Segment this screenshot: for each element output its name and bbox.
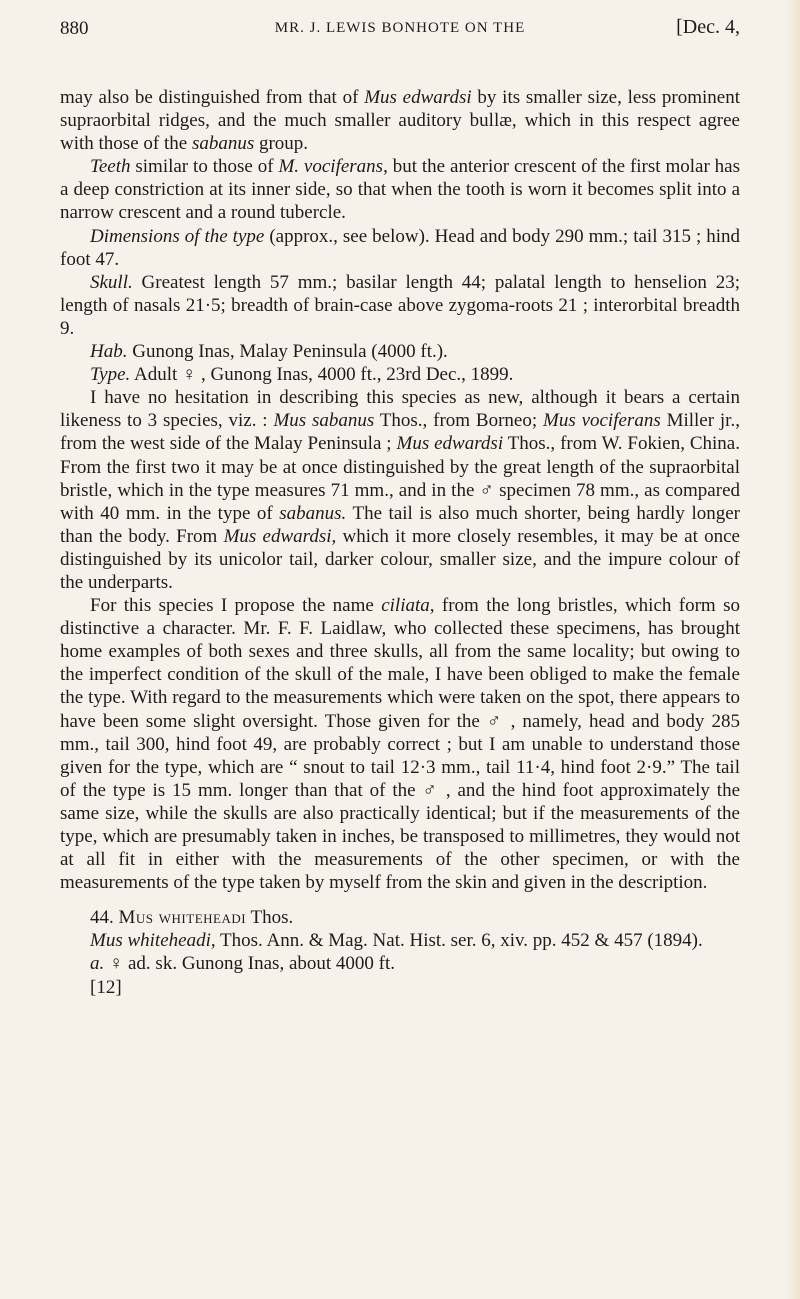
italic-text: Mus edwardsi [396, 433, 504, 455]
paragraph-discussion [60, 386, 740, 594]
italic-text: Dimensions of the type [90, 225, 265, 247]
text-run: , Thos. Ann. & Mag. Nat. Hist. ser. 6, xiv. pp. 452 & 457 (1894). [210, 930, 703, 952]
italic-text: a. [90, 953, 105, 975]
italic-text: Mus whiteheadi [90, 930, 211, 952]
text-run: may also be distinguished from that of [60, 87, 365, 108]
italic-text: Type. [90, 364, 131, 386]
text-run: For this species I propose the name [90, 595, 382, 617]
text-run: group. [254, 133, 309, 155]
text-run: The tail is also much shorter, being hardly longer than the body. From [60, 502, 740, 547]
paragraph-naming [60, 594, 740, 894]
italic-text: Skull. [90, 271, 133, 293]
text-run: Adult ♀ , Gunong Inas, 4000 ft., 23rd Dec., 1899. [130, 364, 514, 386]
paragraph-citation [60, 929, 740, 952]
paragraph-skull [60, 271, 740, 340]
header-date: [Dec. 4, [676, 16, 740, 38]
paragraph-teeth [60, 155, 740, 224]
text-run: Gunong Inas, Malay Peninsula (4000 ft.). [127, 341, 448, 363]
italic-text: Mus vociferans [543, 410, 661, 432]
text-run: Thos., from Borneo; [374, 410, 543, 432]
italic-text: Mus sabanus [273, 410, 375, 432]
italic-text: Mus edwardsi [364, 87, 472, 108]
text-run: Thos. [246, 907, 294, 929]
body-text [60, 86, 740, 999]
italic-text: Hab. [90, 341, 128, 363]
page-edge-shading [786, 0, 800, 1299]
running-head: MR. J. LEWIS BONHOTE ON THE [274, 20, 526, 36]
paragraph-habitat [60, 340, 740, 363]
italic-text: Mus edwardsi [223, 525, 332, 547]
text-run: similar to those of [130, 156, 279, 178]
text-run: Greatest length 57 mm.; basilar length 44; palatal length to henselion 23; length of nasals 21·5; breadth of brain-case above zygoma-roots 21 ; interorbital breadth 9. [60, 271, 740, 339]
italic-text: M. vociferans [278, 156, 384, 178]
paragraph-dimensions [60, 225, 740, 271]
page-number: 880 [60, 18, 89, 39]
text-run: I have no hesitation in describing this species as new, although it bears a certain likeness to 3 species, viz. : [60, 387, 740, 432]
italic-text: ciliata [381, 595, 430, 617]
paragraph-continuation [60, 86, 740, 155]
text-run: 44. [90, 907, 119, 929]
italic-text: sabanus [191, 133, 255, 155]
text-run: Thos., from W. Fokien, China. From the first two it may be at once distinguished by the great length of the supraorbital bristle, which in the type measures 71 mm., and in the ♂ specimen 78 mm., as compared with 40 mm. in the type of [60, 433, 740, 524]
paragraph-type [60, 363, 740, 386]
text-run: , from the long bristles, which form so distinctive a character. Mr. F. F. Laidlaw, who collected these specimens, has brought home examples of both sexes and three skulls, all from the same locality; but owing to the imperfect condition of the skull of the male, I have been obliged to make the female the type. With regard to the measurements which were taken on the spot, there appears to have been some slight oversight. Those given for the ♂ , namely, head and body 285 mm., tail 300, hind foot 49, are probably correct ; but I am unable to understand those given for the type, which are “ snout to tail 12·3 mm., tail 11·4, hind foot 2·9.” The tail of the type is 15 mm. longer than that of the ♂ , and the hind foot approximately the same size, while the skulls are also practically identical; but if the measurements of the type, which are presumably taken in inches, be transposed to millimetres, they would not at all fit in either with the measurements of the other specimen, or with the measurements of the type taken by myself from the skin and given in the description. [60, 595, 740, 894]
text-run: (approx., see below). Head and body 290 mm.; tail 315 ; hind foot 47. [60, 225, 740, 270]
text-run: [12] [90, 976, 122, 998]
text-run: Miller jr., from the west side of the Malay Peninsula ; [60, 410, 740, 455]
text-run: by its smaller size, less prominent supraorbital ridges, and the much smaller auditory bullæ, which in this respect agree with those of the [60, 87, 740, 155]
signature-mark [60, 976, 740, 999]
small-caps-text: Mus whiteheadi [118, 907, 247, 929]
species-heading [60, 906, 740, 929]
page-header [60, 14, 740, 44]
text-run: , but the anterior crescent of the first molar has a deep constriction at its inner side, so that when the tooth is worn it becomes split into a narrow crescent and a round tubercle. [60, 156, 741, 224]
paragraph-specimen [60, 952, 740, 975]
text-run: , which it more closely resembles, it may be at once distinguished by its unicolor tail, darker colour, smaller size, and the impure colour of the underparts. [60, 525, 740, 593]
italic-text: Teeth [90, 156, 131, 178]
text-run: ♀ ad. sk. Gunong Inas, about 4000 ft. [104, 953, 396, 975]
italic-text: sabanus. [279, 502, 347, 524]
